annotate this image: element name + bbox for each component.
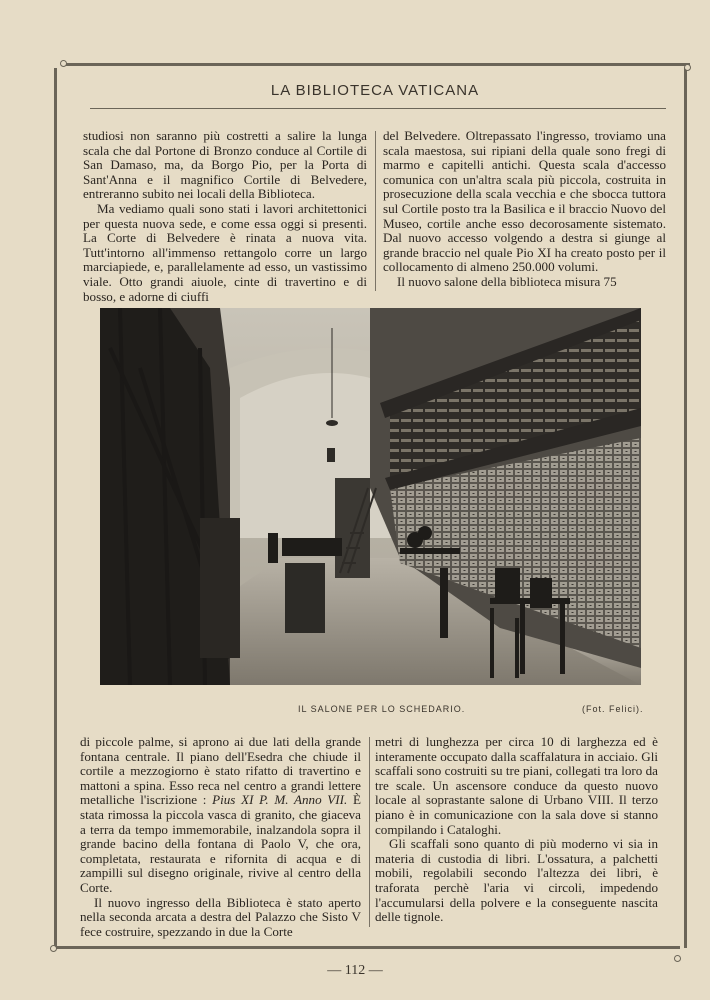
paragraph: Il nuovo ingresso della Biblioteca è stato aperto nella seconda arcata a destra del Palazzo che Sisto V fece costruire, spezzando in due la Corte	[80, 894, 361, 939]
photo-caption: IL SALONE PER LO SCHEDARIO.	[298, 704, 466, 714]
frame-top-rule	[64, 63, 690, 66]
text-run: È stata rimossa la piccola vasca di granito, che giaceva a terra da tempo immemorabile, inalzandola sopra il grande bacino della fontana di Paolo V, che ora, completata, restaurata e rifornita di acqua e di zampilli sul disegno originale, rivive al centro della Corte.	[80, 792, 361, 895]
header-rule	[90, 108, 666, 109]
paragraph: studiosi non saranno più costretti a salire la lunga scala che dal Portone di Bronzo conduce al Cortile di San Damaso, ma, da Borgo Pio, per la Porta di Sant'Anna e il magnifico Cortile di Belvedere, entreranno subito nei locali della Biblioteca.	[83, 128, 367, 202]
page-number: — 112 —	[327, 963, 383, 978]
column-divider	[369, 737, 370, 927]
column-top-left	[83, 129, 367, 304]
column-divider	[375, 131, 376, 291]
text-run: di piccole palme, si aprono ai due lati della grande fontana centrale. Il piano dell'Esedra che chiude il cortile a mezzogiorno è stato rifatto di travertino e mattoni a spina. Esso reca nel centro a grandi lettere metalliche l'iscrizione :	[80, 734, 361, 808]
photo-illustration	[100, 308, 641, 685]
frame-bottom-rule	[54, 946, 680, 949]
frame-right-rule	[684, 68, 687, 948]
column-top-right	[383, 129, 666, 290]
column-bottom-right	[375, 735, 658, 925]
frame-left-rule	[54, 68, 57, 948]
paragraph: Il nuovo salone della biblioteca misura 75	[397, 273, 617, 289]
frame-corner-ornament	[50, 945, 57, 952]
photo-card-catalog-hall	[100, 308, 641, 685]
paragraph: metri di lunghezza per circa 10 di larghezza ed è interamente occupato dalla scaffalatura in acciaio. Gli scaffali sono costruiti su tre piani, collegati tra loro da tre scale. Un ascensore conduce da questo nuovo locale al soprastante salone di Urbano VIII. Il terzo piano è in comunicazione con la sala dove si stanno compilando i Cataloghi.	[375, 734, 658, 837]
paragraph: del Belvedere. Oltrepassato l'ingresso, troviamo una scala maestosa, sui ripiani della quale sono fregi di marmo e capitelli antichi. Questa scala d'accesso comunica con un'altra scala più piccola, costruita in prosecuzione della scala vecchia e che sbocca tuttora sul Cortile posto tra la Basilica e il braccio Nuovo del Museo, cortile anche esso decorosamente sistemato. Dal nuovo accesso volgendo a destra si giunge al grande braccio nel quale Pio XI ha creato posto per il collocamento di almeno 250.000 volumi.	[383, 128, 666, 275]
frame-corner-ornament	[60, 60, 67, 67]
paragraph: Gli scaffali sono quanto di più moderno vi sia in materia di custodia di libri. L'ossatura, a palchetti mobili, regolabili secondo l'altezza dei libri, è traforata perchè l'aria vi circoli, impedendo l'accumularsi della polvere e la conseguente nascita delle tignole.	[375, 836, 658, 925]
paragraph	[80, 735, 361, 896]
paragraph: Ma vediamo quali sono stati i lavori architettonici per questa nuova sede, e come essa oggi si presenti. La Corte di Belvedere è rinata a nuova vita. Tutt'intorno all'immenso rettangolo corre un largo marciapiede, e, parallelamente ad esso, un vastissimo viale. Otto grandi aiuole, cinte di travertino e di bosso, e adorne di ciuffi	[83, 200, 367, 304]
running-header: LA BIBLIOTECA VATICANA	[270, 82, 480, 99]
inscription-text: Pius XI P. M. Anno VII.	[212, 792, 348, 808]
frame-corner-ornament	[684, 64, 691, 71]
column-bottom-left	[80, 735, 361, 939]
photo-credit: (Fot. Felici).	[582, 704, 644, 714]
frame-corner-ornament	[674, 955, 681, 962]
